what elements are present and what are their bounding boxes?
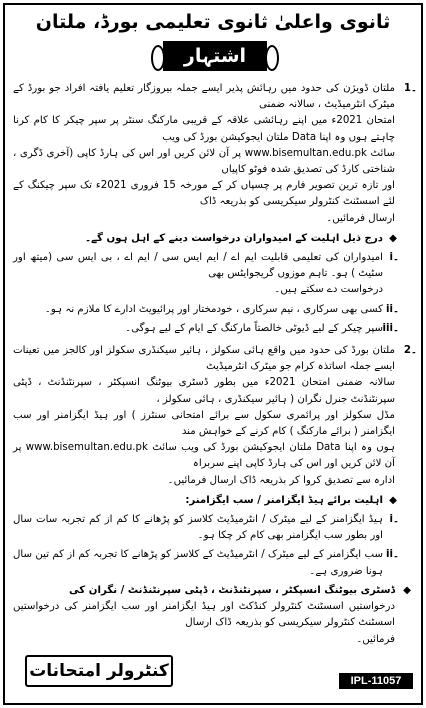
list-item bbox=[13, 321, 417, 337]
list-marker: i۔ bbox=[389, 514, 399, 526]
paragraph-number: 2۔ bbox=[403, 345, 417, 357]
examiner-eligibility-heading bbox=[13, 493, 417, 509]
paragraph-2 bbox=[13, 343, 417, 489]
bullet-icon: ◆ bbox=[389, 494, 397, 506]
text-line: کسی بھی سرکاری ، نیم سرکاری ، خودمختار اور پرائیویٹ ادارے کا ملازم نہ ہو۔ bbox=[44, 303, 383, 315]
text-line: ارسال فرمائیں۔ bbox=[326, 212, 395, 224]
eligibility-heading bbox=[13, 231, 417, 247]
text-line: ادارہ سے تصدیق کروا کر بذریعہ ڈاک ارسال فرمائیں۔ bbox=[167, 474, 395, 486]
text-line: ہیڈ ایگزامنر کے لیے میٹرک / انٹرمیڈیٹ کلاسز کو پڑھانے کا کم از کم تجربہ سات سال اور بطور سب ایگزامنر بھی کام کر چکا ہو۔ bbox=[13, 514, 383, 542]
text-line: سب ایگزامنر کے لیے میٹرک / انٹرمیڈیٹ کے کلاسز کو پڑھانے کا تجربہ کم از کم تین سال ہونا ضروری ہے۔ bbox=[13, 549, 383, 577]
advertisement-label: اشتہار bbox=[163, 41, 267, 71]
text-line: ملتان ڈویژن کی حدود میں رہائش پذیر ایسے جملہ بیروزگار تعلیم یافتہ افراد جو بورڈ کے میٹرک انٹرمیڈیٹ ، سالانہ ضمنی bbox=[13, 83, 395, 111]
text-line: سائٹ www.bisemultan.edu.pk پر آن لائن کریں اور اس کی ہارڈ کاپی (آخری ڈگری ، شناختی کارڈ کی تصدیق شدہ فوٹو کاپیاں bbox=[13, 147, 395, 176]
paragraph-1 bbox=[13, 81, 417, 227]
list-item bbox=[13, 547, 417, 579]
board-title: ثانوی واعلیٰ ثانوی تعلیمی بورڈ، ملتان bbox=[35, 11, 391, 33]
text-line: ملتان بورڈ کی حدود میں واقع ہائی سکولز ، ہائیر سیکنڈری سکولز اور کالجز میں تعینات ایسے جملہ اساتذہ کرام جو میٹرک انٹرمیڈیٹ bbox=[13, 345, 395, 373]
text-line: درخواستیں اسسٹنٹ کنٹرولر کنڈکٹ اور ہیڈ ایگزامنر اور سب ایگزامنر کی درخواستیں اسسٹنٹ کنٹرولر سیکریسی کو بذریعہ ڈاک ارسال bbox=[13, 601, 395, 629]
bullet-icon: ◆ bbox=[389, 232, 397, 244]
text-line: امیدواران کی تعلیمی قابلیت ایم اے / ایم ایس سی / ایم اے ، بی ایس سی (میتھ اور سٹیٹ ) ہو۔ تاہم موزوں گریجوایٹس بھی bbox=[13, 252, 383, 280]
text-line: سالانہ ضمنی امتحان 2021ء میں بطور ڈسٹری بیوٹنگ انسپکٹر ، سپرنٹنڈنٹ ، ڈپٹی سپرنٹنڈنٹ جنرل نگران ( ہائیر سیکنڈری ، ہائی سکولز ، bbox=[13, 377, 395, 405]
text-line: اور تازہ ترین تصویر فارم پر چسپاں کر کے مورخہ 15 فروری 2021ء تک سپر چیکنگ کے لئے اسسٹنٹ کنٹرولر سیکریسی کو بذریعہ ڈاک bbox=[13, 180, 396, 208]
advertisement-body bbox=[13, 81, 417, 651]
text-line: سپر چیکر کے لیے ڈیوٹی خالصتاً مارکنگ کے ایام کے لیے ہوگی۔ bbox=[125, 322, 383, 334]
text-line: ڈسٹری بیوٹنگ انسپکٹر ، سپرنٹنڈنٹ ، ڈپٹی سپرنٹنڈنٹ / نگران کی bbox=[69, 584, 395, 596]
list-item bbox=[13, 512, 417, 544]
text-line: فرمائیں۔ bbox=[356, 633, 395, 645]
text-line: درخواست دے سکتے ہیں۔ bbox=[274, 284, 383, 296]
paragraph-number: 1۔ bbox=[403, 83, 417, 94]
text-line: ہوں وہ اپنا Data ملتان ایجوکیشن بورڈ کی ویب سائٹ www.bisemultan.edu.pk پر آن لائن کریں اور اس کی ہارڈ کاپی اپنے سربراہ bbox=[13, 442, 395, 470]
text-line: مڈل سکولز اور پرائمری سکول سے برائے امتحانی سنٹرز ) اور ہیڈ ایگزامنر اور سب ایگزامنر ( برائے مارکنگ ) کام کرنے کے خواہش مند bbox=[13, 409, 395, 438]
examiner-eligibility-text: اہلیت برائے ہیڈ ایگزامنر / سب ایگزامنر: bbox=[185, 494, 383, 506]
list-item bbox=[13, 250, 417, 299]
text-line: امتحان 2021ء میں اپنے رہائشی علاقہ کے قریبی مارکنگ سنٹر پر سپر چیکر کا کام کرنا چاہتے ہوں وہ اپنا Data ملتان ایجوکیشن بورڈ کی ویب bbox=[13, 115, 395, 143]
list-marker: i۔ bbox=[389, 252, 399, 264]
list-marker: ii۔ bbox=[386, 303, 399, 315]
list-item bbox=[13, 302, 417, 318]
eligibility-heading-text: درج ذیل اہلیت کے امیدواران درخواست دینے کے اہل ہوں گے۔ bbox=[85, 232, 383, 244]
closing-note bbox=[13, 583, 417, 648]
controller-signature: کنٹرولر امتحانات bbox=[25, 655, 173, 687]
ipl-code-badge: IPL-11057 bbox=[339, 673, 413, 689]
list-marker: iii۔ bbox=[382, 322, 399, 334]
advertisement-page bbox=[3, 3, 423, 705]
list-marker: ii۔ bbox=[386, 549, 399, 561]
bullet-icon: ◆ bbox=[403, 584, 411, 596]
